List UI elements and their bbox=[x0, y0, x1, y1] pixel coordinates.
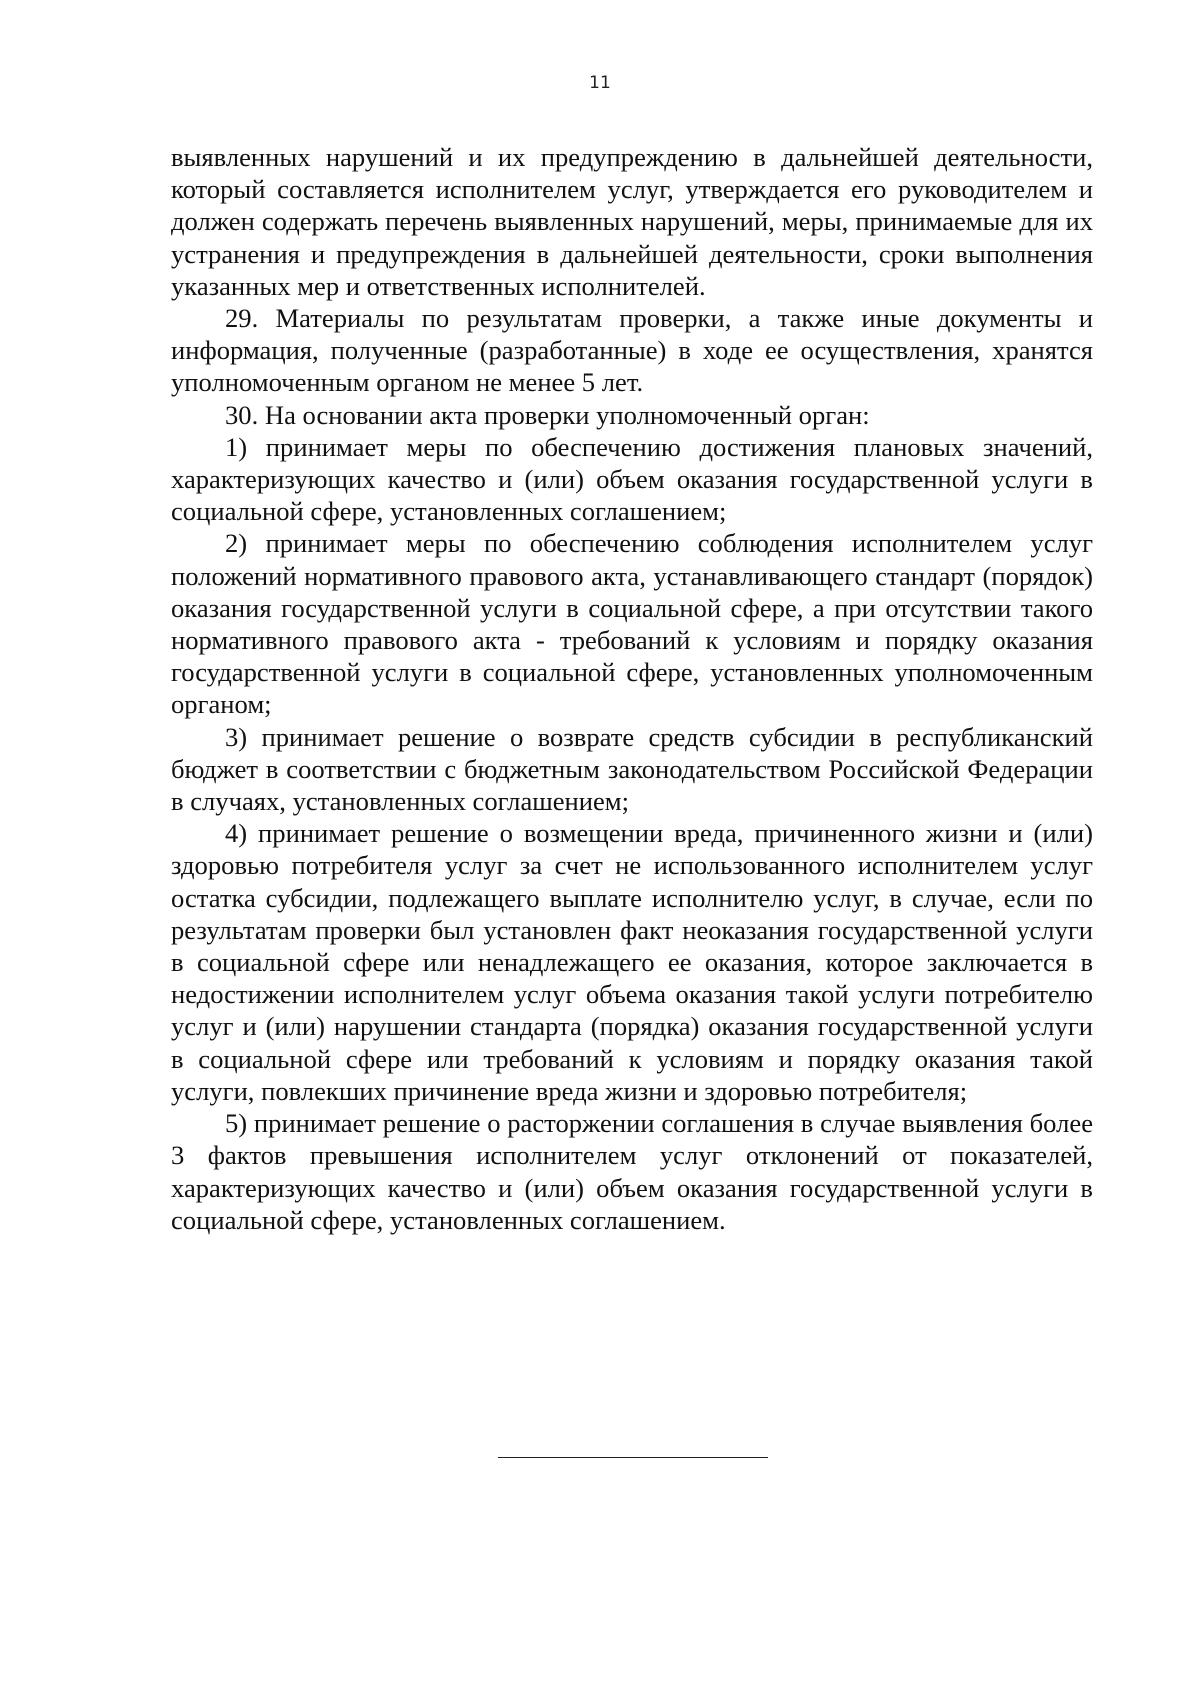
list-item-1: 1) принимает меры по обеспечению достижения плановых значений, характеризующих качество и (или) объем оказания государственной услуги в социальной сфере, установленных соглашением; bbox=[171, 431, 1093, 527]
list-item-2: 2) принимает меры по обеспечению соблюдения исполнителем услуг положений нормативного правового акта, устанавливающего стандарт (порядок) оказания государственной услуги в социальной сфере, а при отсутствии такого нормативного правового акта - требований к условиям и порядку оказания государственной услуги в социальной сфере, установленных уполномоченным органом; bbox=[171, 528, 1093, 720]
list-item-4: 4) принимает решение о возмещении вреда, причиненного жизни и (или) здоровью потребителя услуг за счет не использованного исполнителем услуг остатка субсидии, подлежащего выплате исполнителю услуг, в случае, если по результатам проверки был установлен факт неоказания государственной услуги в социальной сфере или ненадлежащего ее оказания, которое заключается в недостижении исполнителем услуг объема оказания такой услуги потребителю услуг и (или) нарушении стандарта (порядка) оказания государственной услуги в социальной сфере или требований к условиям и порядку оказания такой услуги, повлекших причинение вреда жизни и здоровью потребителя; bbox=[171, 818, 1093, 1106]
document-body bbox=[171, 141, 1093, 1236]
page-number: 11 bbox=[589, 73, 611, 93]
paragraph-30: 30. На основании акта проверки уполномоченный орган: bbox=[225, 399, 870, 430]
paragraph-29: 29. Материалы по результатам проверки, а также иные документы и информация, полученные (разработанные) в ходе ее осуществления, хранятся уполномоченным органом не менее 5 лет. bbox=[171, 303, 1093, 398]
list-item-5: 5) принимает решение о расторжении соглашения в случае выявления более 3 фактов превышения исполнителем услуг отклонений от показателей, характеризующих качество и (или) объем оказания государственной услуги в социальной сфере, установленных соглашением. bbox=[171, 1108, 1093, 1235]
end-of-document-rule bbox=[498, 1457, 768, 1458]
list-item-3: 3) принимает решение о возврате средств субсидии в республиканский бюджет в соответствии с бюджетным законодательством Российской Федерации в случаях, установленных соглашением; bbox=[171, 721, 1093, 817]
paragraph-continuation: выявленных нарушений и их предупреждению в дальнейшей деятельности, который составляется исполнителем услуг, утверждается его руководителем и должен содержать перечень выявленных нарушений, меры, принимаемые для их устранения и предупреждения в дальнейшей деятельности, сроки выполнения указанных мер и ответственных исполнителей. bbox=[171, 142, 1093, 301]
